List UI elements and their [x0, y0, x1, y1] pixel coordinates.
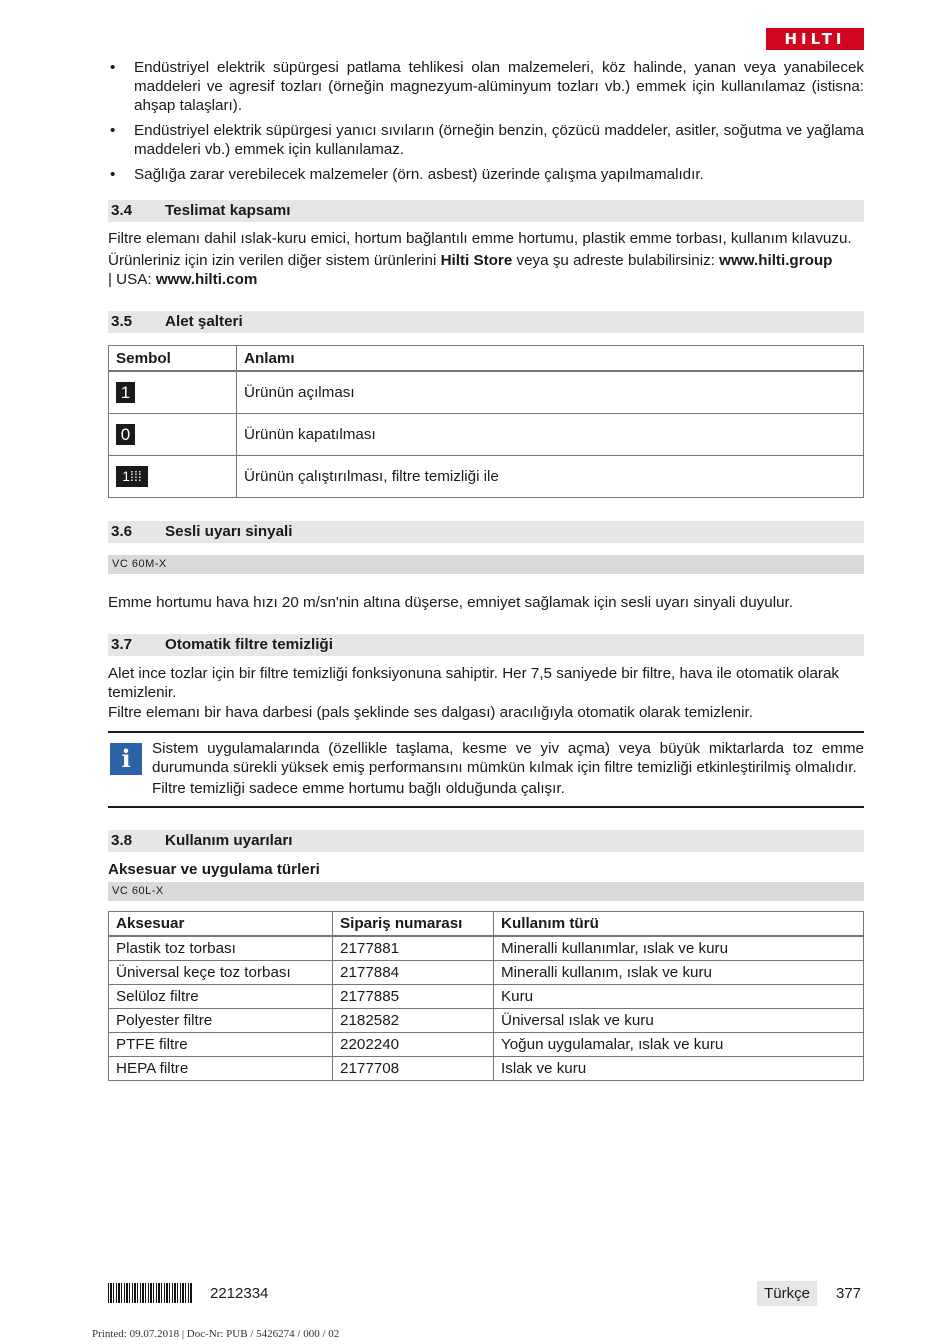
meaning-cell: Ürünün kapatılması: [237, 414, 864, 456]
section-title: Otomatik filtre temizliği: [165, 636, 333, 653]
section-heading-3-4: [108, 200, 864, 222]
column-header: Kullanım türü: [494, 912, 864, 937]
section-number: 3.6: [111, 523, 133, 540]
section-heading-3-7: [108, 634, 864, 656]
barcode-icon: [108, 1283, 192, 1303]
hilti-group-link[interactable]: www.hilti.group: [719, 252, 833, 269]
table-row: [109, 456, 864, 498]
table-cell: PTFE filtre: [109, 1033, 333, 1057]
symbol-cell: [109, 456, 237, 498]
filter-cleaning-text: Alet ince tozlar için bir filtre temizliği fonksiyonuna sahiptir. Her 7,5 saniyede bir filtre, hava ile otomatik olarak temizlenir.: [108, 665, 840, 701]
store-info-text: [108, 251, 864, 289]
section-title: Sesli uyarı sinyali: [165, 523, 293, 540]
column-header: Sipariş numarası: [333, 912, 494, 937]
section-heading-3-8: [108, 830, 864, 852]
switch-filter-clean-icon: 1⁞⁞⁞: [116, 466, 148, 487]
hilti-logo: HILTI: [766, 28, 864, 50]
section-number: 3.4: [111, 202, 133, 219]
store-text-part: | USA:: [108, 271, 156, 288]
hilti-com-link[interactable]: www.hilti.com: [155, 271, 258, 288]
note-paragraph: Sistem uygulamalarında (özellikle taşlama, kesme ve yiv açma) veya büyük miktarlarda toz emme durumunda sürekli yüksek emiş performansını mümkün kılmak için filtre temizliği etkinleştirilmiş olmalıdır.: [152, 740, 864, 776]
table-row: [109, 985, 864, 1009]
language-label: Türkçe: [757, 1281, 817, 1306]
table-cell: Plastik toz torbası: [109, 936, 333, 961]
bullet-icon: •: [110, 59, 116, 76]
table-cell: Mineralli kullanım, ıslak ve kuru: [494, 961, 864, 985]
section-title: Teslimat kapsamı: [165, 202, 291, 219]
table-row: [109, 414, 864, 456]
section-title: Kullanım uyarıları: [165, 832, 293, 849]
store-text-part: Ürünleriniz için izin verilen diğer sistem ürünlerini: [108, 252, 441, 269]
table-cell: Mineralli kullanımlar, ıslak ve kuru: [494, 936, 864, 961]
table-header-row: [109, 912, 864, 937]
subsection-title: Aksesuar ve uygulama türleri: [108, 861, 320, 878]
section-number: 3.8: [111, 832, 133, 849]
list-item: [108, 121, 864, 159]
table-row: [109, 1009, 864, 1033]
column-header: Sembol: [109, 346, 237, 372]
table-row: [109, 371, 864, 414]
note-text: [152, 739, 864, 798]
bullet-icon: •: [110, 166, 116, 183]
warning-signal-text: Emme hortumu hava hızı 20 m/sn'nin altına düşerse, emniyet sağlamak için sesli uyarı sinyali duyulur.: [108, 594, 793, 611]
table-cell: Yoğun uygulamalar, ıslak ve kuru: [494, 1033, 864, 1057]
bullet-text: Endüstriyel elektrik süpürgesi patlama tehlikesi olan malzemeleri, köz halinde, yanan veya yanabilecek maddeleri ve agresif tozları (örneğin magnezyum-alüminyum tozları vb.) emmek için kullanılamaz (istisna: ahşap talaşları).: [134, 59, 864, 114]
note-paragraph: Filtre temizliği sadece emme hortumu bağlı olduğunda çalışır.: [152, 780, 565, 797]
bullet-icon: •: [110, 122, 116, 139]
table-cell: 2202240: [333, 1033, 494, 1057]
model-label: VC 60M-X: [108, 555, 864, 574]
table-cell: Üniversal ıslak ve kuru: [494, 1009, 864, 1033]
section-title: Alet şalteri: [165, 313, 243, 330]
section-number: 3.7: [111, 636, 133, 653]
list-item: [108, 58, 864, 115]
table-cell: HEPA filtre: [109, 1057, 333, 1081]
doc-number: 2212334: [210, 1285, 269, 1302]
table-cell: 2177708: [333, 1057, 494, 1081]
model-label: VC 60L-X: [108, 882, 864, 901]
table-row: [109, 936, 864, 961]
delivery-scope-text: Filtre elemanı dahil ıslak-kuru emici, hortum bağlantılı emme hortumu, plastik emme torbası, kullanım kılavuzu.: [108, 230, 852, 247]
table-cell: Selüloz filtre: [109, 985, 333, 1009]
accessory-table: [108, 911, 864, 1081]
section-heading-3-5: [108, 311, 864, 333]
table-row: [109, 961, 864, 985]
table-header-row: [109, 346, 864, 372]
table-cell: 2177881: [333, 936, 494, 961]
section-heading-3-6: [108, 521, 864, 543]
section-number: 3.5: [111, 313, 133, 330]
symbol-cell: [109, 414, 237, 456]
table-cell: Üniversal keçe toz torbası: [109, 961, 333, 985]
switch-on-icon: 1: [116, 382, 135, 403]
hilti-store-text: Hilti Store: [440, 252, 513, 269]
table-cell: Polyester filtre: [109, 1009, 333, 1033]
store-text-part: veya şu adreste bulabilirsiniz:: [512, 252, 720, 269]
filter-cleaning-text-2: Filtre elemanı bir hava darbesi (pals şeklinde ses dalgası) aracılığıyla otomatik olarak temizlenir.: [108, 704, 753, 721]
bullet-text: Sağlığa zarar verebilecek malzemeler (örn. asbest) üzerinde çalışma yapılmamalıdır.: [134, 166, 704, 183]
symbol-cell: [109, 371, 237, 414]
switch-off-icon: 0: [116, 424, 135, 445]
switch-symbol-table: [108, 345, 864, 498]
info-note: [108, 731, 864, 808]
column-header: Anlamı: [237, 346, 864, 372]
table-cell: 2177884: [333, 961, 494, 985]
print-info: Printed: 09.07.2018 | Doc-Nr: PUB / 5426274 / 000 / 02: [92, 1328, 340, 1340]
meaning-cell: Ürünün açılması: [237, 371, 864, 414]
table-row: [109, 1033, 864, 1057]
table-cell: 2182582: [333, 1009, 494, 1033]
table-row: [109, 1057, 864, 1081]
page-number: 377: [836, 1285, 862, 1302]
column-header: Aksesuar: [109, 912, 333, 937]
info-icon: i: [110, 743, 142, 775]
table-cell: Kuru: [494, 985, 864, 1009]
warning-bullet-list: [108, 58, 864, 184]
meaning-cell: Ürünün çalıştırılması, filtre temizliği ile: [237, 456, 864, 498]
table-cell: Islak ve kuru: [494, 1057, 864, 1081]
bullet-text: Endüstriyel elektrik süpürgesi yanıcı sıvıların (örneğin benzin, çözücü maddeler, asitler, soğutma ve yağlama maddeleri vb.) emmek için kullanılamaz.: [134, 122, 864, 158]
table-cell: 2177885: [333, 985, 494, 1009]
list-item: [108, 165, 864, 184]
page-content: [108, 58, 864, 1081]
